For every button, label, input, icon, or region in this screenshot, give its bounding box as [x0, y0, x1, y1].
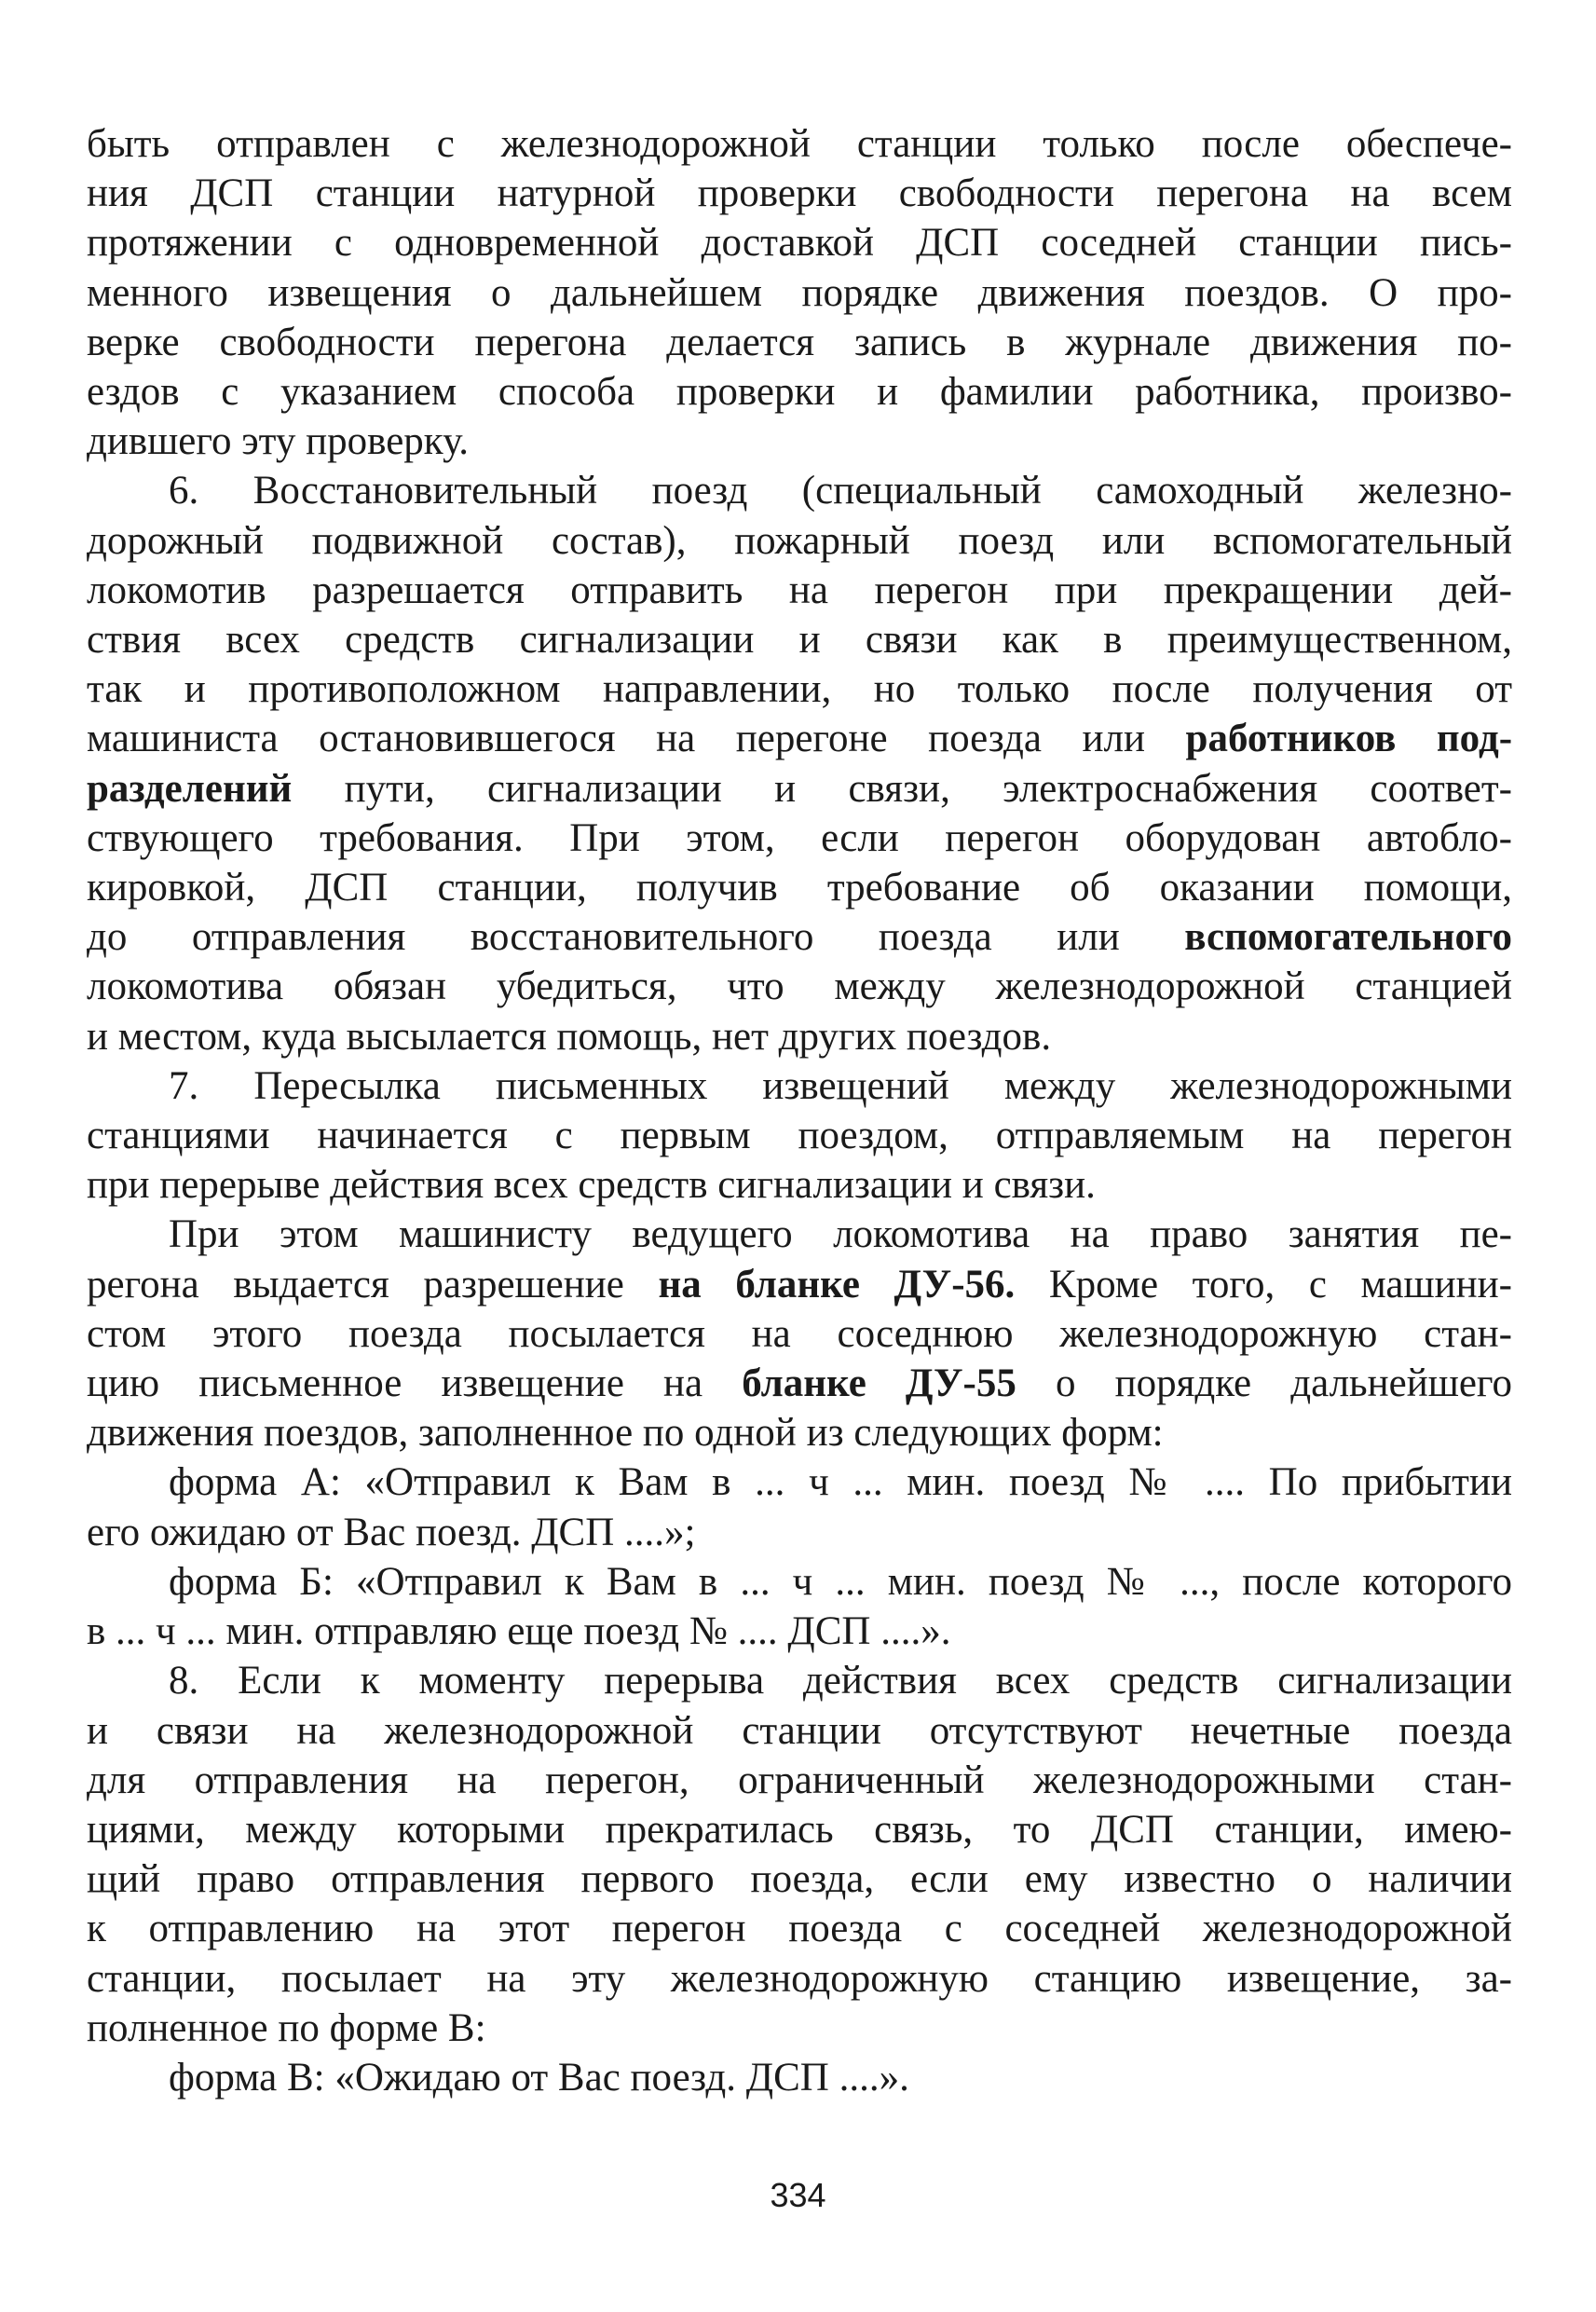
paragraph [87, 1656, 1512, 2053]
bold-phrase: бланке ДУ-55 [742, 1361, 1016, 1406]
text-line: ствующего требования. При этом, если перегон оборудован автобло- [87, 815, 1512, 860]
text-line: щий право отправления первого поезда, если ему известно о наличии [87, 1857, 1512, 1902]
text-line: для отправления на перегон, ограниченный железнодорожными стан- [87, 1758, 1512, 1802]
text-line: движения поездов, заполненное по одной из следующих форм: [87, 1411, 1164, 1456]
paragraph [87, 1061, 1512, 1211]
text-line: в ... ч ... мин. отправляю еще поезд № .... ДСП ....». [87, 1609, 951, 1654]
text-line: менного извещения о дальнейшем порядке движения поездов. О про- [87, 270, 1512, 315]
text-line: так и противоположном направлении, но только после получения от [87, 667, 1512, 712]
text-line: цию письменное извещение на бланке ДУ-55 о порядке дальнейшего [87, 1361, 1513, 1406]
text-line: форма Б: «Отправил к Вам в ... ч ... мин. поезд № ..., после которого [169, 1559, 1512, 1604]
text-line: 6. Восстановительный поезд (специальный самоходный железно- [169, 469, 1512, 513]
text-line: дорожный подвижной состав), пожарный поезд или вспомогательный [87, 518, 1512, 563]
text-line: 7. Пересылка письменных извещений между железнодорожными [169, 1063, 1512, 1108]
text-line: 8. Если к моменту перерыва действия всех средств сигнализации [169, 1659, 1512, 1703]
text-line: локомотив разрешается отправить на перегон при прекращении дей- [87, 568, 1512, 612]
paragraph [87, 2053, 1512, 2102]
text-line: верке свободности перегона делается запись в журнале движения по- [87, 320, 1512, 364]
text-line: форма В: «Ожидаю от Вас поезд. ДСП ....». [169, 2055, 909, 2100]
paragraph [87, 119, 1512, 466]
text-line: станциями начинается с первым поездом, отправляемым на перегон [87, 1114, 1512, 1158]
text-line: При этом машинисту ведущего локомотива на право занятия пе- [169, 1212, 1512, 1257]
bold-phrase: на бланке ДУ-56. [658, 1262, 1016, 1306]
page-body [87, 119, 1512, 2102]
text-line: и местом, куда высылается помощь, нет других поездов. [87, 1014, 1052, 1059]
text-line: его ожидаю от Вас поезд. ДСП ....»; [87, 1510, 696, 1554]
text-line: станции, посылает на эту железнодорожную станцию извещение, за- [87, 1956, 1512, 2001]
text-line: локомотива обязан убедиться, что между железнодорожной станцией [87, 964, 1512, 1009]
text-line: форма А: «Отправил к Вам в ... ч ... мин. поезд № .... По прибытии [169, 1460, 1512, 1505]
paragraph [87, 1210, 1512, 1457]
bold-phrase: работников под- [1185, 717, 1513, 761]
text-line: протяжении с одновременной доставкой ДСП соседней станции пись- [87, 221, 1512, 266]
text-line: полненное по форме В: [87, 2005, 486, 2050]
text-line: разделений пути, сигнализации и связи, электроснабжения соответ- [87, 766, 1512, 811]
text-line: и связи на железнодорожной станции отсутствуют нечетные поезда [87, 1708, 1512, 1753]
text-line: стом этого поезда посылается на соседнюю железнодорожную стан- [87, 1311, 1512, 1356]
text-line: регона выдается разрешение на бланке ДУ-56. Кроме того, с машини- [87, 1262, 1512, 1306]
text-line: ездов с указанием способа проверки и фамилии работника, произво- [87, 370, 1512, 415]
text-line: дившего эту проверку. [87, 419, 470, 464]
bold-phrase: разделений [87, 766, 293, 811]
text-line: ния ДСП станции натурной проверки свободности перегона на всем [87, 171, 1512, 216]
text-line: ствия всех средств сигнализации и связи как в преимущественном, [87, 618, 1512, 663]
text-line: быть отправлен с железнодорожной станции только после обеспече- [87, 122, 1512, 166]
text-line: циями, между которыми прекратилась связь, то ДСП станции, имею- [87, 1807, 1512, 1852]
paragraph [87, 466, 1512, 1060]
text-line: к отправлению на этот перегон поезда с соседней железнодорожной [87, 1907, 1512, 1951]
text-line: до отправления восстановительного поезда или вспомогательного [87, 915, 1512, 960]
paragraph [87, 1557, 1512, 1656]
page-number: 334 [770, 2176, 826, 2214]
text-line: машиниста остановившегося на перегоне поезда или работников под- [87, 717, 1513, 761]
text-line: кировкой, ДСП станции, получив требование об оказании помощи, [87, 866, 1512, 910]
text-line: при перерыве действия всех средств сигнализации и связи. [87, 1163, 1096, 1208]
bold-phrase: вспомогательного [1184, 915, 1512, 960]
paragraph [87, 1457, 1512, 1556]
